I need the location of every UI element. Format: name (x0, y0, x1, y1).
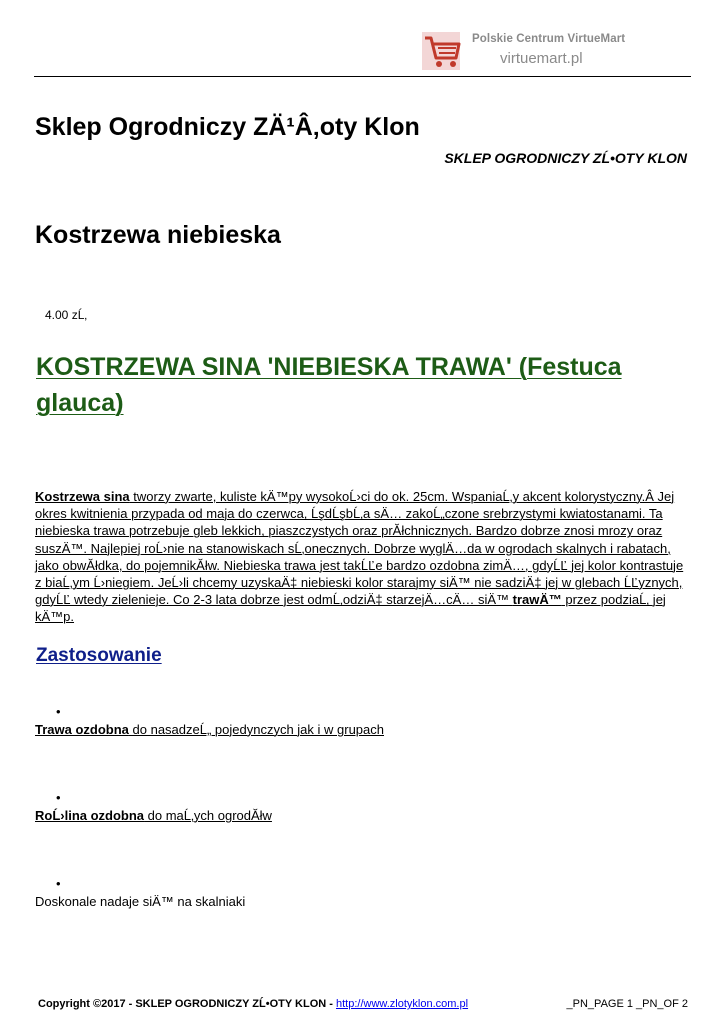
description-bold-start: Kostrzewa sina (35, 489, 130, 504)
bullet-icon: • (56, 876, 61, 891)
list-item-text: do nasadzeĹ„ pojedynczych jak i w grupach (128, 722, 384, 737)
page-number: _PN_PAGE 1 _PN_OF 2 (566, 998, 688, 1010)
description-bold-mid: trawÄ™ (512, 592, 562, 608)
list-item (35, 722, 384, 737)
logo-domain: virtuemart.pl (500, 50, 583, 67)
logo-title: Polskie Centrum VirtueMart (472, 33, 626, 45)
header-divider (34, 76, 691, 77)
list-item-bold: RoĹ›lina ozdobna (35, 808, 145, 823)
virtuemart-logo (418, 28, 646, 74)
list-item (35, 894, 245, 909)
bullet-icon: • (56, 790, 61, 805)
footer-copyright (38, 998, 468, 1010)
list-item (35, 808, 272, 823)
site-title: Sklep Ogrodniczy ZÄ¹Â‚oty Klon (35, 113, 420, 141)
list-item-bold: Trawa ozdobna (35, 722, 129, 737)
copyright-text: Copyright ©2017 - SKLEP OGRODNICZY ZĹ•OTY KLON - (38, 998, 336, 1010)
usage-heading: Zastosowanie (36, 645, 162, 666)
product-name: Kostrzewa niebieska (35, 221, 281, 249)
list-item-text: Doskonale nadaje siÄ™ na skalniaki (35, 894, 246, 909)
product-description (35, 488, 685, 626)
footer-site-link[interactable]: http://www.zlotyklon.com.pl (336, 998, 469, 1010)
site-subtitle: SKLEP OGRODNICZY ZĹ•OTY KLON (444, 150, 687, 166)
description-text-1: tworzy zwarte, kuliste kÄ™py wysokoĹ›ci do ok. 25cm. WspaniaĹ‚y akcent kolorystyczny.Â Jej okres kwitnienia przypada od maja do czerwca, ĹşdĹşbĹ‚a sÄ… zakoĹ„czone srebrzystymi kwiatostanami. Ta niebieska trawa potrzebuje gleb lekkich, piaszczystych oraz prĂłchnicznych. Bardzo dobrze znosi mrozy oraz suszÄ™. Najlepiej roĹ›nie na stanowiskach sĹ‚onecznych. Dobrze wyglÄ…da w ogrodach skalnych i rabatach, jako obwĂłdka, do pojemnikĂłw. Niebieska trawa jest takĹĽe bardzo ozdobna zimÄ…, gdyĹĽ jej kolor kontrastuje z biaĹ‚ym Ĺ›niegiem. JeĹ›li chcemy uzyskaÄ‡ niebieski kolor starajmy siÄ™ nie sadziÄ‡ jej w glebach ĹĽyznych, gdyĹĽ wtedy zielenieje. Co 2-3 lata dobrze jest odmĹ‚odziÄ‡ starzejÄ…cÄ… siÄ™ (35, 489, 684, 608)
product-heading: KOSTRZEWA SINA 'NIEBIESKA TRAWA' (Festuca glauca) (36, 353, 622, 417)
description-text-2: przez podziaĹ‚ jej kÄ™p. (35, 592, 666, 625)
shopping-cart-icon (418, 28, 468, 74)
bullet-icon: • (56, 704, 61, 719)
list-item-text: do maĹ‚ych ogrodĂłw (144, 808, 272, 823)
product-price: 4.00 zĹ‚ (45, 308, 88, 322)
